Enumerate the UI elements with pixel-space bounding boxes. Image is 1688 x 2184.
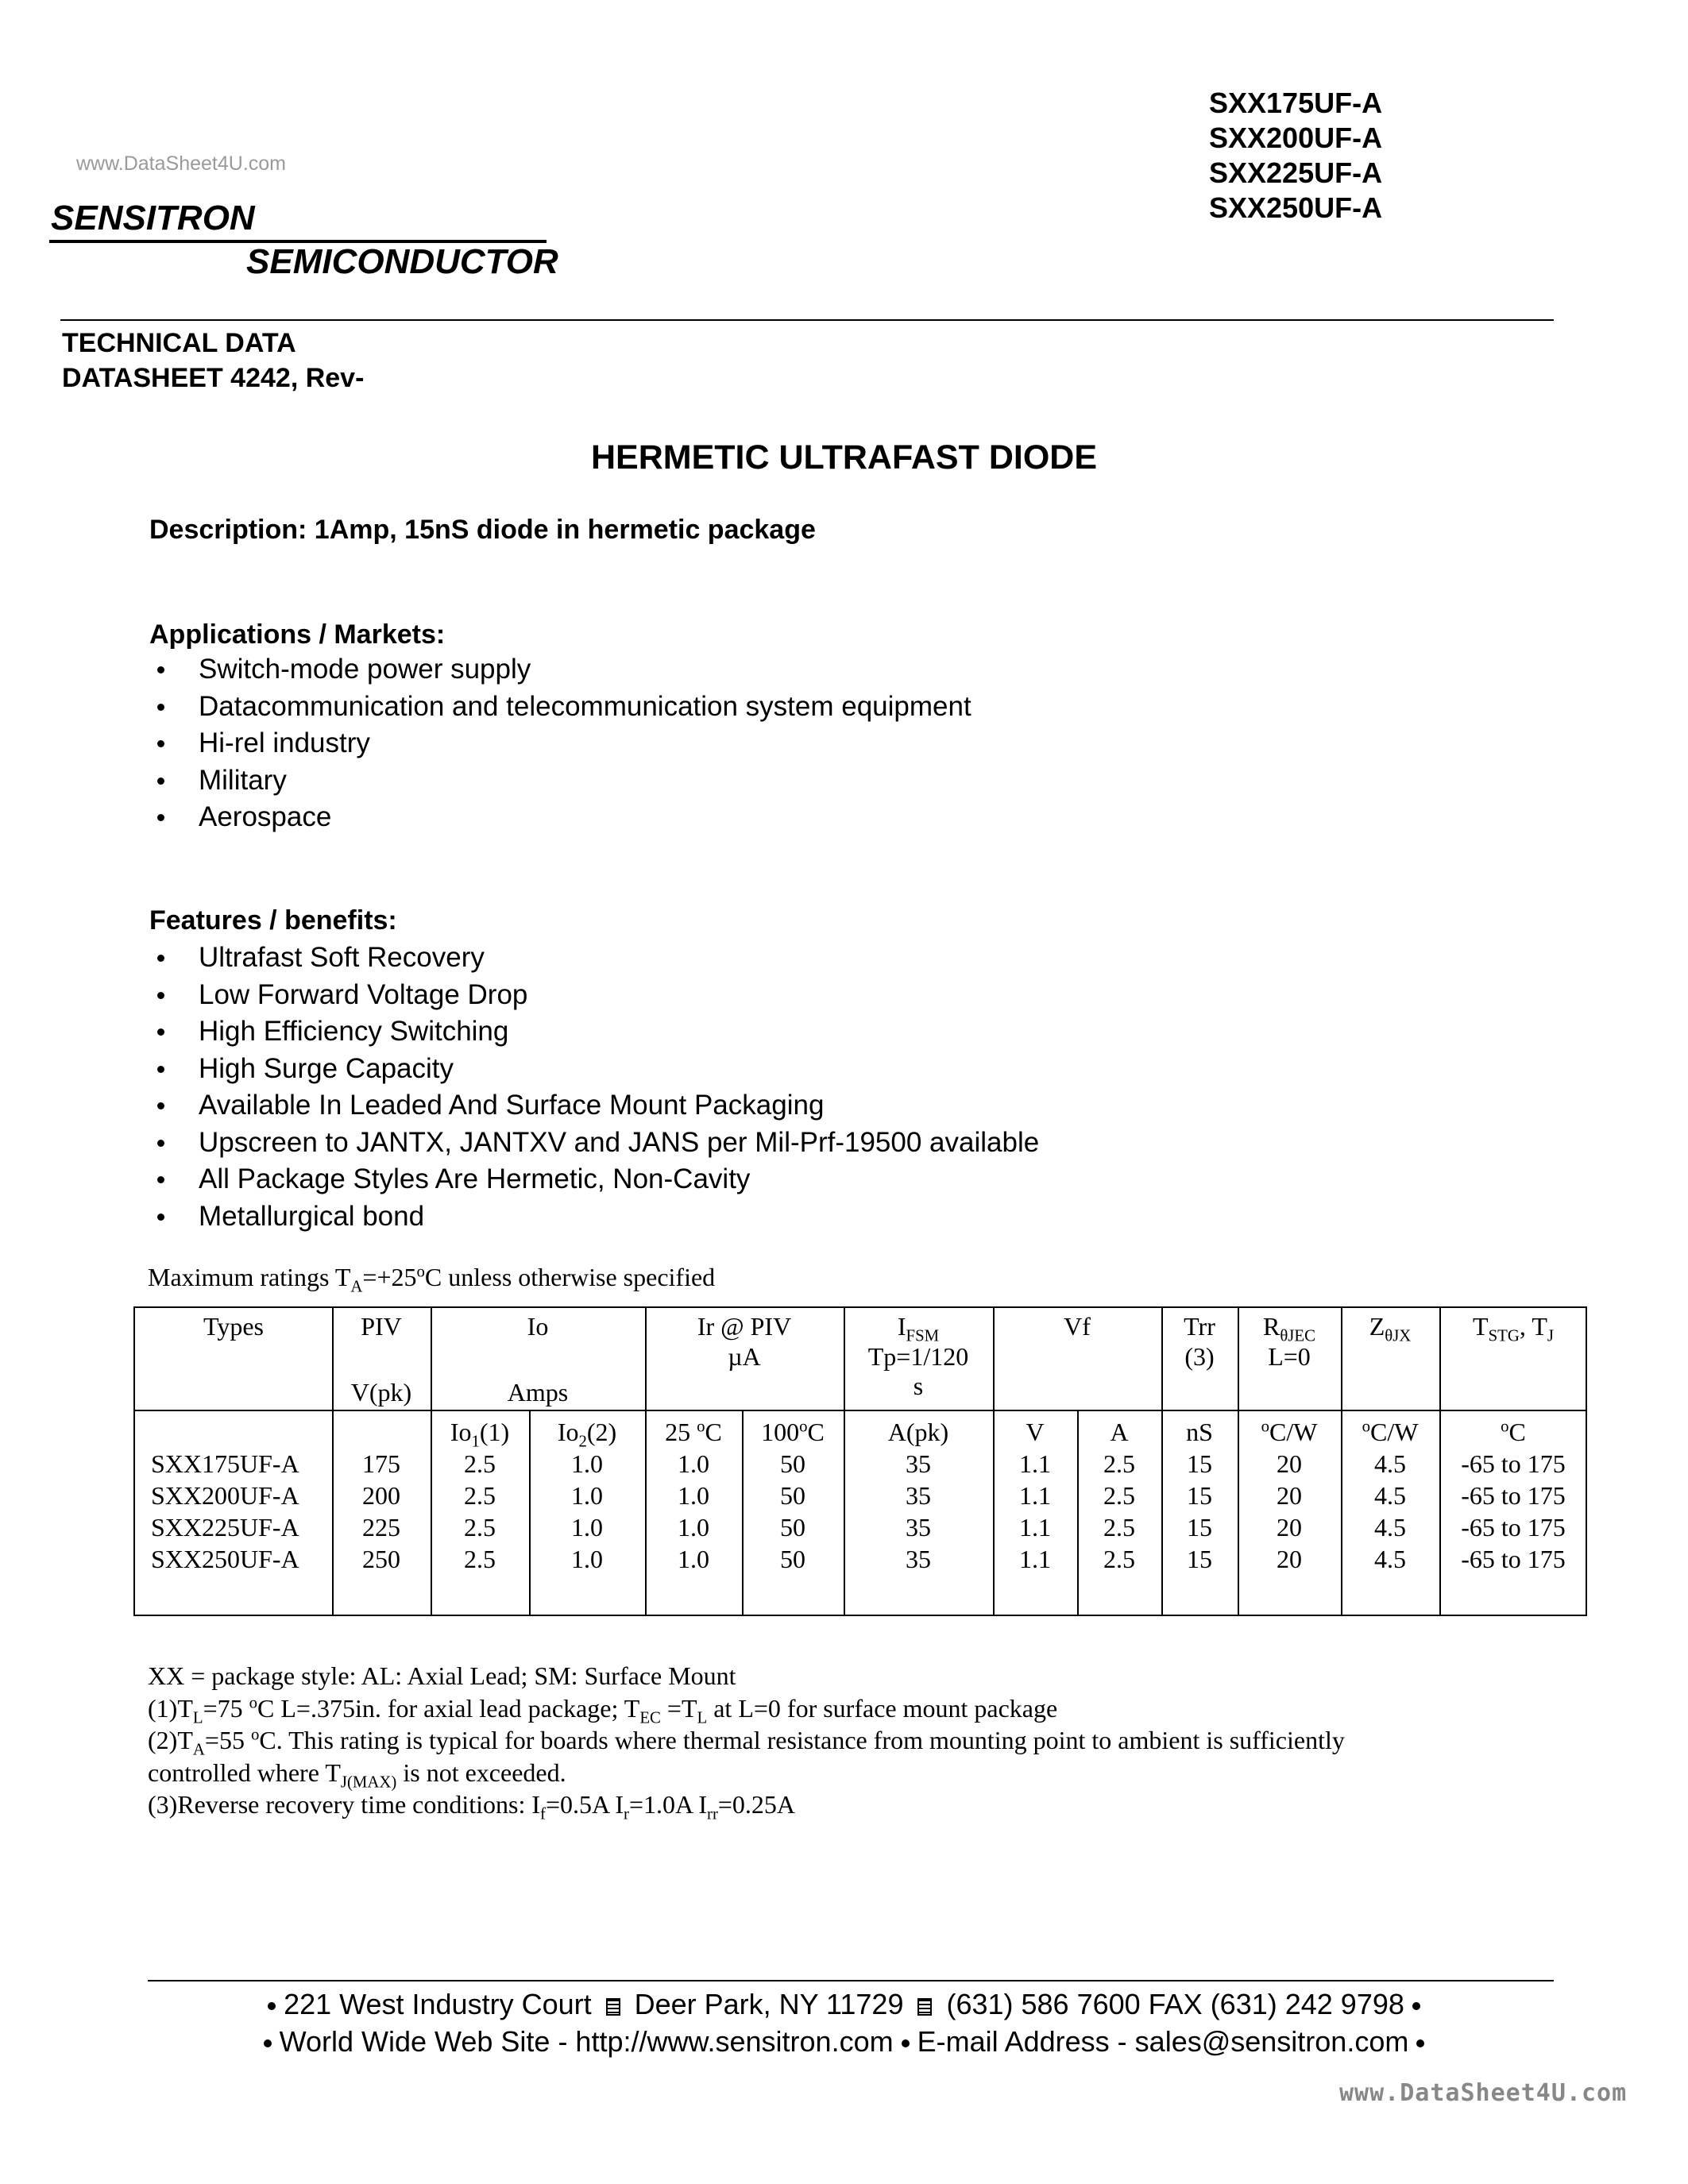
footer-address: 221 West Industry Court (284, 1988, 592, 2020)
table-cell: 2.5 (1103, 1513, 1135, 1542)
caption-text: Maximum ratings T (148, 1263, 351, 1291)
subheader-temp (1439, 1418, 1587, 1447)
table-cell: -65 to 175 (1461, 1449, 1566, 1478)
separator-icon (606, 1998, 620, 2016)
list-item (149, 799, 971, 836)
footer-contact (0, 1988, 1688, 2021)
ratings-caption (148, 1262, 716, 1296)
note-3 (148, 1788, 1345, 1821)
note-text: =55 (204, 1726, 251, 1754)
document-info (62, 326, 364, 396)
separator-icon (917, 1998, 932, 2016)
subheader-ir25 (645, 1418, 742, 1447)
col-header-types: Types (203, 1312, 264, 1341)
col-header-piv-unit: V(pk) (350, 1378, 412, 1406)
col-header-ifsm-line3: s (913, 1372, 924, 1400)
bullet-icon (157, 1102, 164, 1109)
caption-sup: o (416, 1262, 425, 1281)
note-text: =T (660, 1693, 697, 1723)
bullet-icon (157, 955, 164, 962)
header-sub: J (1547, 1326, 1554, 1345)
header-sub: STG (1488, 1326, 1520, 1345)
note-sup: o (249, 1692, 258, 1711)
subheader-vf-v: V (1026, 1418, 1045, 1446)
header-sub: θJX (1385, 1326, 1412, 1345)
table-cell: 50 (780, 1449, 805, 1478)
watermark-top: www.DataSheet4U.com (76, 152, 287, 175)
col-header-ir: Ir @ PIV (697, 1312, 792, 1341)
bullet-icon (157, 1214, 164, 1221)
subheader-ifsm: A(pk) (887, 1418, 949, 1446)
footer-city: Deer Park, NY 11729 (634, 1988, 904, 2020)
subheader-text: C (705, 1418, 722, 1446)
note-text: (3)Reverse recovery time conditions: I (148, 1790, 541, 1819)
table-cell: 35 (906, 1481, 931, 1510)
list-item-text: High Efficiency Switching (199, 1016, 509, 1047)
list-item-text: Upscreen to JANTX, JANTXV and JANS per Mil-Prf-19500 available (199, 1126, 1040, 1158)
table-cell: 2.5 (464, 1449, 496, 1478)
col-header-ir-unit: µA (728, 1342, 761, 1371)
note-text: C L=.375in. for axial lead package; T (257, 1693, 640, 1723)
list-item-text: All Package Styles Are Hermetic, Non-Cavity (199, 1163, 751, 1194)
table-row-type: SXX175UF-A (151, 1449, 299, 1478)
list-item (149, 689, 971, 726)
bullet-icon (268, 2002, 276, 2010)
table-cell: 50 (780, 1481, 805, 1510)
table-cell: 1.1 (1019, 1545, 1051, 1573)
part-number: SXX225UF-A (1209, 156, 1383, 189)
subheader-sup: o (799, 1417, 808, 1436)
table-cell: 2.5 (464, 1545, 496, 1573)
list-item-text: Aerospace (199, 801, 332, 832)
document-title: HERMETIC ULTRAFAST DIODE (590, 438, 1098, 477)
subheader-sup: o (1261, 1417, 1269, 1436)
table-cell: 4.5 (1374, 1481, 1406, 1510)
subheader-text: C (1508, 1418, 1526, 1446)
subheader-sup: o (697, 1417, 705, 1436)
subheader-text: 100 (761, 1418, 800, 1446)
note-2 (148, 1724, 1345, 1757)
table-cell: 20 (1277, 1545, 1302, 1573)
table-cell: 4.5 (1374, 1545, 1406, 1573)
table-cell: 175 (362, 1449, 400, 1478)
subheader-vf-a: A (1110, 1418, 1129, 1446)
col-header-temp (1439, 1312, 1587, 1345)
subheader-trr: nS (1186, 1418, 1213, 1446)
note-sub: EC (639, 1707, 661, 1727)
list-item-text: High Surge Capacity (199, 1052, 454, 1084)
table-header-divider (135, 1410, 1586, 1411)
list-item-text: Available In Leaded And Surface Mount Packaging (199, 1090, 825, 1121)
note-1 (148, 1692, 1345, 1725)
subheader-z (1341, 1418, 1439, 1447)
table-cell: -65 to 175 (1461, 1513, 1566, 1542)
bullet-icon (157, 778, 164, 785)
note-2-cont (148, 1757, 1345, 1789)
note-sub: r (624, 1804, 629, 1823)
table-cell: 1.1 (1019, 1449, 1051, 1478)
applications-heading: Applications / Markets: (149, 619, 446, 650)
table-cell: 1.0 (678, 1449, 709, 1478)
list-item-text: Low Forward Voltage Drop (199, 978, 528, 1010)
col-header-io: Io (527, 1312, 549, 1341)
table-cell: 20 (1277, 1513, 1302, 1542)
bullet-icon (1412, 2002, 1420, 2010)
table-row-type: SXX250UF-A (151, 1545, 299, 1573)
col-header-trr-note: (3) (1184, 1342, 1215, 1371)
list-item-text: Ultrafast Soft Recovery (199, 942, 485, 973)
subheader-text: (2) (586, 1418, 617, 1446)
table-cell: 1.0 (571, 1449, 603, 1478)
list-item (149, 1125, 1039, 1162)
note-text: C. This rating is typical for boards where thermal resistance from mounting point to ambient is sufficiently (259, 1726, 1345, 1754)
note-sub: A (192, 1740, 205, 1759)
note-text: =75 (203, 1693, 249, 1723)
features-heading: Features / benefits: (149, 905, 397, 936)
bullet-icon (902, 2039, 910, 2047)
table-cell: 20 (1277, 1449, 1302, 1478)
table-cell: 15 (1187, 1449, 1212, 1478)
watermark-bottom: www.DataSheet4U.com (1339, 2079, 1628, 2107)
part-number: SXX175UF-A (1209, 87, 1383, 119)
bullet-icon (264, 2039, 272, 2047)
list-item (149, 1198, 1039, 1236)
note-text: =1.0A I (628, 1790, 708, 1819)
bullet-icon (157, 740, 164, 747)
header-sub: θJEC (1280, 1326, 1315, 1345)
ratings-table (133, 1306, 1587, 1616)
bullet-icon (157, 814, 164, 821)
bullet-icon (157, 1028, 164, 1036)
subheader-sub: 2 (578, 1432, 587, 1451)
table-cell: 15 (1187, 1481, 1212, 1510)
list-item (149, 1087, 1039, 1125)
brand-name: SENSITRON (51, 199, 255, 237)
subheader-text: Io (557, 1418, 579, 1446)
header-sub: FSM (906, 1326, 940, 1345)
table-cell: 4.5 (1374, 1449, 1406, 1478)
note-text: =0.25A (717, 1790, 796, 1819)
table-cell: 1.0 (571, 1513, 603, 1542)
table-cell: 2.5 (1103, 1481, 1135, 1510)
col-header-r-theta (1238, 1312, 1341, 1345)
list-item (149, 725, 971, 762)
footer-email-link[interactable]: E-mail Address - sales@sensitron.com (917, 2025, 1409, 2058)
subheader-r (1238, 1418, 1341, 1447)
table-cell: 50 (780, 1545, 805, 1573)
header-text: T (1473, 1312, 1489, 1341)
header-text: , T (1519, 1312, 1547, 1341)
table-cell: 15 (1187, 1513, 1212, 1542)
technical-data-label: TECHNICAL DATA (62, 328, 296, 358)
table-cell: 15 (1187, 1545, 1212, 1573)
caption-text: C unless otherwise specified (424, 1263, 716, 1291)
notes (148, 1660, 1345, 1821)
list-item (149, 651, 971, 689)
note-sub: f (540, 1804, 546, 1823)
table-cell: 2.5 (1103, 1545, 1135, 1573)
footer-phone: (631) 586 7600 FAX (631) 242 9798 (946, 1988, 1404, 2020)
description: Description: 1Amp, 15nS diode in hermetic package (149, 515, 816, 545)
footer-web (0, 2025, 1688, 2059)
subheader-text: 25 (665, 1418, 697, 1446)
footer-divider (148, 1980, 1554, 1981)
table-cell: 1.1 (1019, 1513, 1051, 1542)
col-header-trr: Trr (1184, 1312, 1215, 1341)
note-sub: rr (707, 1804, 718, 1823)
table-cell: 225 (362, 1513, 400, 1542)
bullet-icon (157, 704, 164, 711)
subheader-sub: 1 (471, 1432, 480, 1451)
table-cell: 2.5 (464, 1481, 496, 1510)
note-sub: J(MAX) (340, 1772, 397, 1791)
applications-list (149, 651, 971, 836)
part-number: SXX250UF-A (1209, 191, 1383, 224)
list-item-text: Metallurgical bond (199, 1200, 425, 1232)
bullet-icon (157, 1066, 164, 1073)
table-cell: 1.0 (571, 1545, 603, 1573)
bullet-icon (157, 666, 164, 673)
table-cell: 50 (780, 1513, 805, 1542)
table-cell: 1.1 (1019, 1481, 1051, 1510)
list-item (149, 1051, 1039, 1088)
subheader-sup: o (1501, 1417, 1509, 1436)
table-cell: 2.5 (464, 1513, 496, 1542)
table-cell: 4.5 (1374, 1513, 1406, 1542)
list-item-text: Military (199, 764, 287, 796)
part-number-list (1209, 86, 1382, 226)
table-cell: 35 (906, 1545, 931, 1573)
part-number: SXX200UF-A (1209, 122, 1383, 154)
subheader-text: Io (450, 1418, 472, 1446)
table-cell: 35 (906, 1513, 931, 1542)
note-sub: L (697, 1707, 708, 1727)
list-item (149, 1013, 1039, 1051)
bullet-icon (157, 992, 164, 999)
caption-text: =+25 (362, 1263, 417, 1291)
col-header-z-theta (1341, 1312, 1439, 1345)
bullet-icon (157, 1140, 164, 1147)
note-sup: o (250, 1725, 260, 1744)
subheader-text: C/W (1269, 1418, 1318, 1446)
col-header-vf: Vf (1064, 1312, 1091, 1341)
bullet-icon (157, 1176, 164, 1183)
note-text: =0.5A I (545, 1790, 624, 1819)
table-cell: 35 (906, 1449, 931, 1478)
list-item-text: Hi-rel industry (199, 727, 370, 758)
subheader-text: (1) (479, 1418, 510, 1446)
table-cell: 250 (362, 1545, 400, 1573)
note-sub: L (192, 1707, 203, 1727)
note-text: (2)T (148, 1726, 193, 1754)
table-cell: 2.5 (1103, 1449, 1135, 1478)
table-cell: 1.0 (678, 1481, 709, 1510)
table-cell: -65 to 175 (1461, 1545, 1566, 1573)
list-item-text: Switch-mode power supply (199, 654, 531, 685)
note-package-style: XX = package style: AL: Axial Lead; SM: Surface Mount (148, 1661, 736, 1690)
col-header-io-unit: Amps (507, 1378, 569, 1406)
col-header-ifsm (844, 1312, 993, 1345)
brand-subtitle: SEMICONDUCTOR (246, 242, 558, 281)
list-item (149, 977, 1039, 1014)
features-list (149, 940, 1039, 1235)
table-cell: 1.0 (678, 1513, 709, 1542)
caption-sub: A (350, 1277, 363, 1296)
subheader-text: C/W (1369, 1418, 1419, 1446)
table-cell: -65 to 175 (1461, 1481, 1566, 1510)
table-cell: 1.0 (678, 1545, 709, 1573)
table-row-type: SXX225UF-A (151, 1513, 299, 1542)
table-cell: 200 (362, 1481, 400, 1510)
table-cell: 20 (1277, 1481, 1302, 1510)
footer-website-link[interactable]: World Wide Web Site - http://www.sensitron.com (279, 2025, 894, 2058)
datasheet-number: DATASHEET 4242, Rev- (62, 363, 365, 393)
table-cell: 1.0 (571, 1481, 603, 1510)
list-item (149, 940, 1039, 977)
bullet-icon (1416, 2039, 1424, 2047)
subheader-io1 (431, 1418, 529, 1451)
subheader-sup: o (1362, 1417, 1370, 1436)
note-text: at L=0 for surface mount package (707, 1693, 1058, 1723)
subheader-text: C (807, 1418, 825, 1446)
col-header-piv: PIV (361, 1312, 402, 1341)
header-text: Z (1369, 1312, 1385, 1341)
subheader-io2 (529, 1418, 645, 1451)
note-text: controlled where T (148, 1758, 341, 1787)
note-text: is not exceeded. (396, 1758, 566, 1787)
list-item (149, 1161, 1039, 1198)
list-item (149, 762, 971, 800)
header-divider (60, 319, 1554, 321)
header-text: R (1263, 1312, 1280, 1341)
table-row-type: SXX200UF-A (151, 1481, 299, 1510)
list-item-text: Datacommunication and telecommunication system equipment (199, 690, 971, 722)
header-text: I (897, 1312, 906, 1341)
subheader-ir100 (742, 1418, 844, 1447)
col-header-ifsm-line2: Tp=1/120 (867, 1342, 969, 1371)
col-header-r-line2: L=0 (1268, 1342, 1311, 1371)
note-text: (1)T (148, 1693, 193, 1723)
